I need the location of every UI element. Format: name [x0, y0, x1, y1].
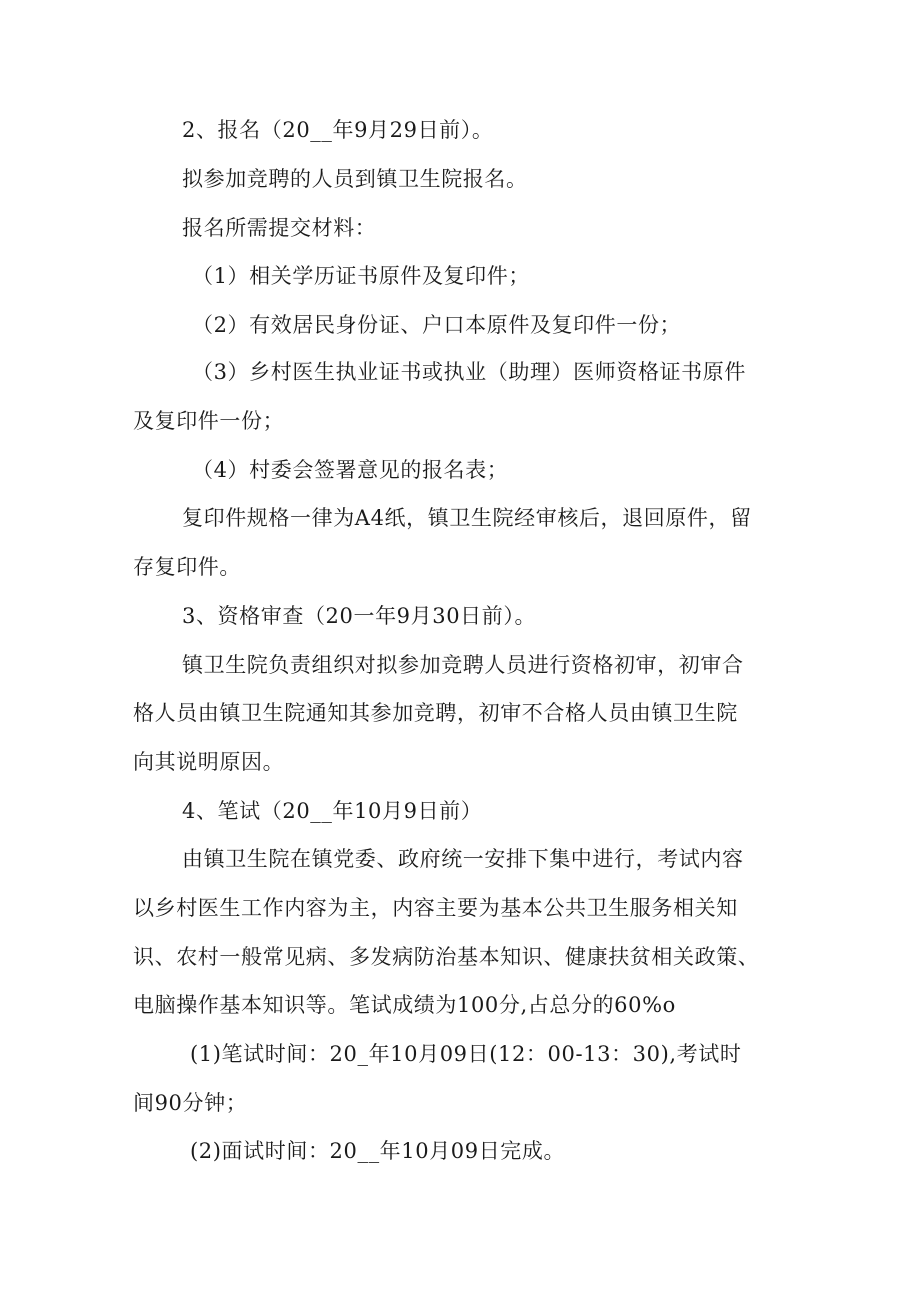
list-item-continuation: 及复印件一份；	[133, 409, 285, 433]
paragraph-line: 格人员由镇卫生院通知其参加竞聘，初审不合格人员由镇卫生院	[133, 701, 738, 725]
list-item-continuation: 间90分钟；	[133, 1091, 248, 1115]
paragraph-line: 拟参加竞聘的人员到镇卫生院报名。	[182, 167, 528, 191]
paragraph-line: 向其说明原因。	[133, 750, 285, 774]
list-item: (2)面试时间：20__年10月09日完成。	[190, 1139, 566, 1163]
paragraph-line: 以乡村医生工作内容为主，内容主要为基本公共卫生服务相关知	[133, 896, 738, 920]
list-item: (1)笔试时间：20_年10月09日(12：00-13：30),考试时	[190, 1042, 742, 1066]
section-2-heading: 2、报名（20__年9月29日前）。	[182, 118, 494, 142]
paragraph-line: 存复印件。	[133, 555, 241, 579]
list-item: （1）相关学历证书原件及复印件；	[192, 264, 530, 288]
list-item: （4）村委会签署意见的报名表；	[192, 458, 509, 482]
section-4-heading: 4、笔试（20__年10月9日前）	[182, 799, 483, 823]
paragraph-line: 镇卫生院负责组织对拟参加竞聘人员进行资格初审，初审合	[182, 653, 744, 677]
paragraph-line: 识、农村一般常见病、多发病防治基本知识、健康扶贫相关政策、	[133, 945, 760, 969]
paragraph-line: 报名所需提交材料：	[182, 216, 377, 240]
list-item: （2）有效居民身份证、户口本原件及复印件一份；	[192, 313, 682, 337]
list-item: （3）乡村医生执业证书或执业（助理）医师资格证书原件	[192, 360, 746, 384]
section-3-heading: 3、资格审查（20一年9月30日前）。	[182, 604, 537, 628]
paragraph-line: 电脑操作基本知识等。笔试成绩为100分,占总分的60%o	[133, 993, 676, 1017]
paragraph-line: 由镇卫生院在镇党委、政府统一安排下集中进行，考试内容	[182, 847, 744, 871]
paragraph-line: 复印件规格一律为A4纸，镇卫生院经审核后，退回原件，留	[182, 506, 752, 530]
